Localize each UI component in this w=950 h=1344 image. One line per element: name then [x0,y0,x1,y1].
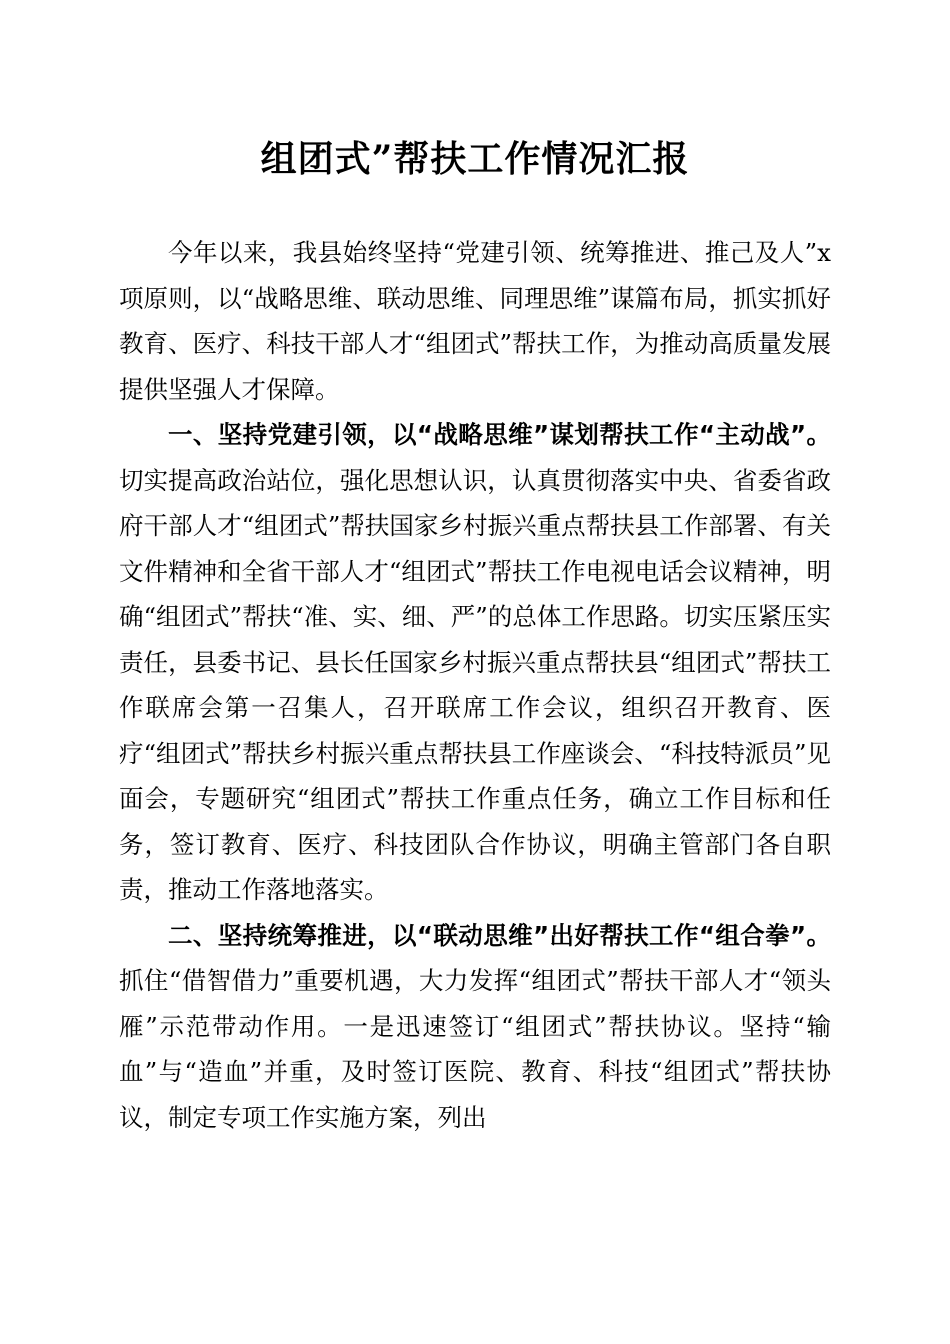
section-one-heading: 一、坚持党建引领，以“战略思维”谋划帮扶工作“主动战”。 [168,420,831,449]
document-title: 组团式”帮扶工作情况汇报 [260,138,690,180]
section-two-text: 抓住“借智借力”重要机遇，大力发挥“组团式”帮扶干部人才“领头雁”示范带动作用。一是迅速签订“组团式”帮扶协议。坚持“输血”与“造血”并重，及时签订医院、教育、科技“组团式”帮扶协议，制定专项工作实施方案，列出 [119,966,831,1132]
section-two-paragraph [119,913,831,1141]
document-body [119,230,831,1140]
intro-paragraph [119,230,831,412]
intro-paragraph-text: 今年以来，我县始终坚持“党建引领、统筹推进、推己及人”x项原则，以“战略思维、联动思维、同理思维”谋篇布局，抓实抓好教育、医疗、科技干部人才“组团式”帮扶工作，为推动高质量发展提供坚强人才保障。 [119,238,831,404]
section-one-paragraph [119,412,831,913]
section-two-heading: 二、坚持统筹推进，以“联动思维”出好帮扶工作“组合拳”。 [168,920,831,950]
section-one-text: 切实提高政治站位，强化思想认识，认真贯彻落实中央、省委省政府干部人才“组团式”帮扶国家乡村振兴重点帮扶县工作部署、有关文件精神和全省干部人才“组团式”帮扶工作电视电话会议精神，明确“组团式”帮扶“准、实、细、严”的总体工作思路。切实压紧压实责任，县委书记、县长任国家乡村振兴重点帮扶县“组团式”帮扶工作联席会第一召集人，召开联席工作会议，组织召开教育、医疗“组团式”帮扶乡村振兴重点帮扶县工作座谈会、“科技特派员”见面会，专题研究“组团式”帮扶工作重点任务，确立工作目标和任务，签订教育、医疗、科技团队合作协议，明确主管部门各自职责，推动工作落地落实。 [119,465,831,904]
